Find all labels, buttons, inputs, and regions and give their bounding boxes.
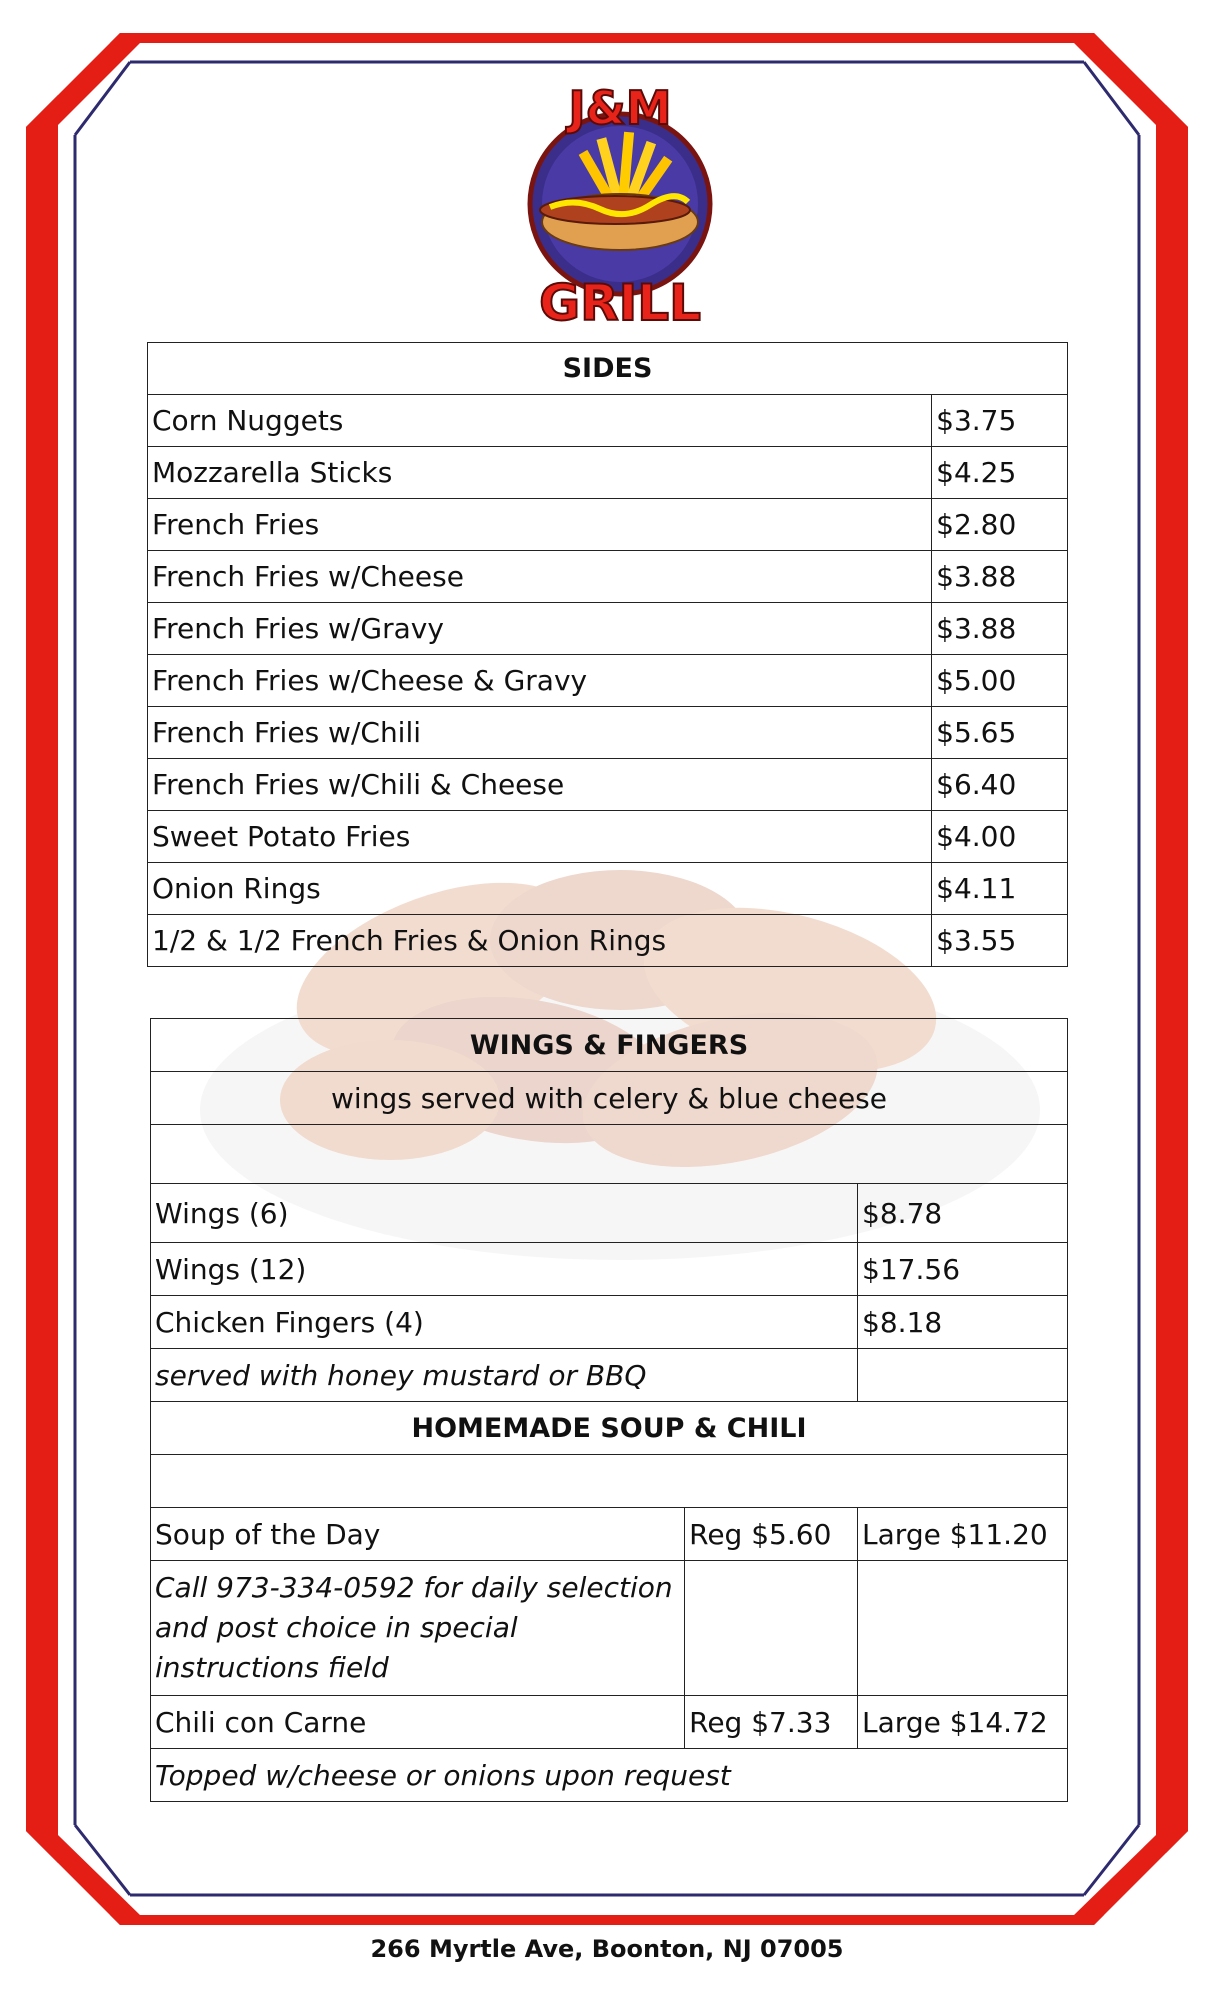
- menu-item-name: Soup of the Day: [151, 1508, 685, 1561]
- menu-item-name: Wings (12): [151, 1243, 858, 1296]
- menu-item-price: $8.78: [858, 1184, 1068, 1243]
- chili-note: Topped w/cheese or onions upon request: [151, 1749, 1068, 1802]
- menu-item-price-large: Large $14.72: [858, 1696, 1068, 1749]
- menu-item-price: $17.56: [858, 1243, 1068, 1296]
- wings-note: served with honey mustard or BBQ: [151, 1349, 858, 1402]
- wings-subtitle: wings served with celery & blue cheese: [151, 1072, 1068, 1125]
- jm-grill-logo: [520, 82, 720, 327]
- table-row: [148, 395, 1068, 447]
- wings-soup-table: [150, 1018, 1068, 1802]
- sides-header: SIDES: [148, 343, 1068, 395]
- soup-header: HOMEMADE SOUP & CHILI: [151, 1402, 1068, 1455]
- menu-item-name: Mozzarella Sticks: [148, 447, 932, 499]
- menu-item-price-reg: Reg $7.33: [685, 1696, 858, 1749]
- menu-item-price: $3.55: [932, 915, 1068, 967]
- menu-item-price-large: Large $11.20: [858, 1508, 1068, 1561]
- address-footer: 266 Myrtle Ave, Boonton, NJ 07005: [370, 1935, 844, 1963]
- menu-item-price: $8.18: [858, 1296, 1068, 1349]
- menu-item-name: French Fries w/Gravy: [148, 603, 932, 655]
- logo-text-grill: GRILL: [539, 274, 701, 327]
- menu-item-name: French Fries w/Chili & Cheese: [148, 759, 932, 811]
- menu-item-price: $6.40: [932, 759, 1068, 811]
- empty-row: [151, 1125, 1068, 1184]
- menu-item-price: $5.65: [932, 707, 1068, 759]
- menu-item-price: $5.00: [932, 655, 1068, 707]
- soup-note: Call 973-334-0592 for daily selection and post choice in special instructions field: [151, 1561, 685, 1696]
- sides-table: [147, 342, 1068, 967]
- table-row: [148, 707, 1068, 759]
- menu-item-name: 1/2 & 1/2 French Fries & Onion Rings: [148, 915, 932, 967]
- empty-cell: [685, 1561, 858, 1696]
- empty-cell: [858, 1561, 1068, 1696]
- menu-item-name: Chicken Fingers (4): [151, 1296, 858, 1349]
- empty-row: [151, 1455, 1068, 1508]
- menu-item-name: French Fries w/Cheese: [148, 551, 932, 603]
- menu-item-name: Sweet Potato Fries: [148, 811, 932, 863]
- hotdog-icon: [540, 194, 698, 250]
- table-row: [148, 811, 1068, 863]
- menu-item-price: $3.88: [932, 551, 1068, 603]
- menu-item-price: $2.80: [932, 499, 1068, 551]
- menu-item-price: $4.25: [932, 447, 1068, 499]
- table-row: [148, 499, 1068, 551]
- menu-item-name: French Fries: [148, 499, 932, 551]
- menu-item-name: Corn Nuggets: [148, 395, 932, 447]
- table-row: [148, 603, 1068, 655]
- table-row: [148, 759, 1068, 811]
- menu-item-price: $3.88: [932, 603, 1068, 655]
- table-row: [148, 655, 1068, 707]
- table-row: [148, 447, 1068, 499]
- empty-cell: [858, 1349, 1068, 1402]
- table-row: [148, 915, 1068, 967]
- menu-item-price: $4.11: [932, 863, 1068, 915]
- menu-item-name: French Fries w/Chili: [148, 707, 932, 759]
- menu-item-price-reg: Reg $5.60: [685, 1508, 858, 1561]
- table-row: [148, 863, 1068, 915]
- menu-item-name: Onion Rings: [148, 863, 932, 915]
- wings-header: WINGS & FINGERS: [151, 1019, 1068, 1072]
- logo-text-jm: J&M: [568, 82, 672, 135]
- menu-item-name: Chili con Carne: [151, 1696, 685, 1749]
- menu-item-name: Wings (6): [151, 1184, 858, 1243]
- table-row: [148, 551, 1068, 603]
- menu-item-name: French Fries w/Cheese & Gravy: [148, 655, 932, 707]
- menu-item-price: $3.75: [932, 395, 1068, 447]
- menu-item-price: $4.00: [932, 811, 1068, 863]
